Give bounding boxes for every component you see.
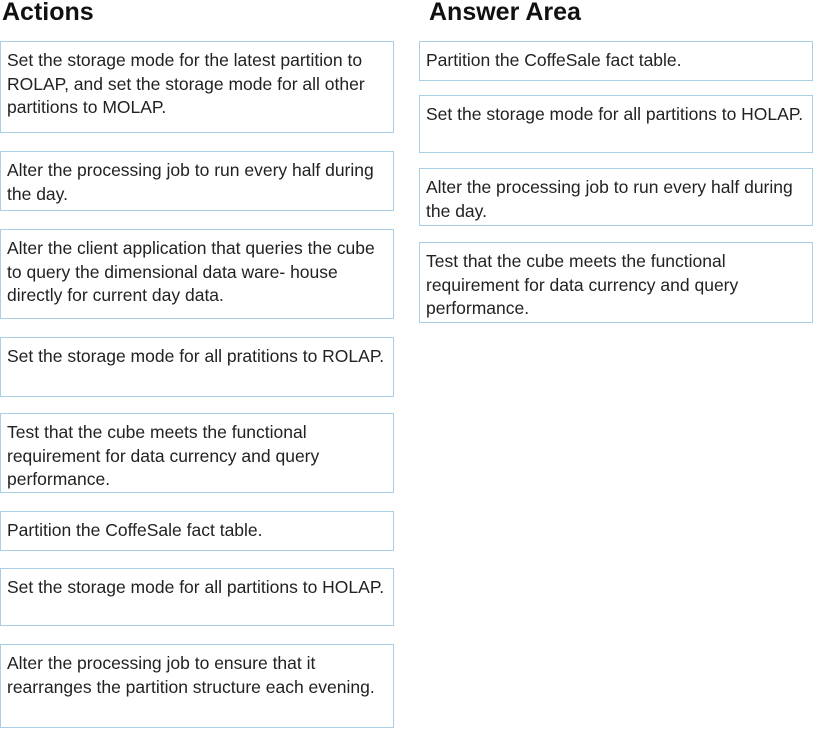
action-item-test-cube[interactable]: Test that the cube meets the functional requirement for data currency and query performance.: [0, 413, 394, 493]
action-item-alter-client-application[interactable]: Alter the client application that queries the cube to query the dimensional data ware- house directly for current day data.: [0, 229, 394, 319]
answer-item-partition-fact-table[interactable]: Partition the CoffeSale fact table.: [419, 41, 813, 81]
answer-item-test-cube[interactable]: Test that the cube meets the functional requirement for data currency and query performance.: [419, 242, 813, 323]
answer-item-storage-holap[interactable]: Set the storage mode for all partitions to HOLAP.: [419, 95, 813, 153]
action-item-rearrange-partitions[interactable]: Alter the processing job to ensure that it rearranges the partition structure each evening.: [0, 644, 394, 728]
action-item-storage-rolap[interactable]: Set the storage mode for all pratitions to ROLAP.: [0, 337, 394, 397]
answer-item-processing-half-day[interactable]: Alter the processing job to run every half during the day.: [419, 168, 813, 226]
actions-heading: Actions: [2, 0, 94, 26]
action-item-storage-holap[interactable]: Set the storage mode for all partitions to HOLAP.: [0, 568, 394, 626]
action-item-processing-half-day[interactable]: Alter the processing job to run every half during the day.: [0, 151, 394, 211]
answer-area-heading: Answer Area: [429, 0, 581, 26]
action-item-partition-fact-table[interactable]: Partition the CoffeSale fact table.: [0, 511, 394, 551]
action-item-storage-rolap-molap[interactable]: Set the storage mode for the latest partition to ROLAP, and set the storage mode for all other partitions to MOLAP.: [0, 41, 394, 133]
